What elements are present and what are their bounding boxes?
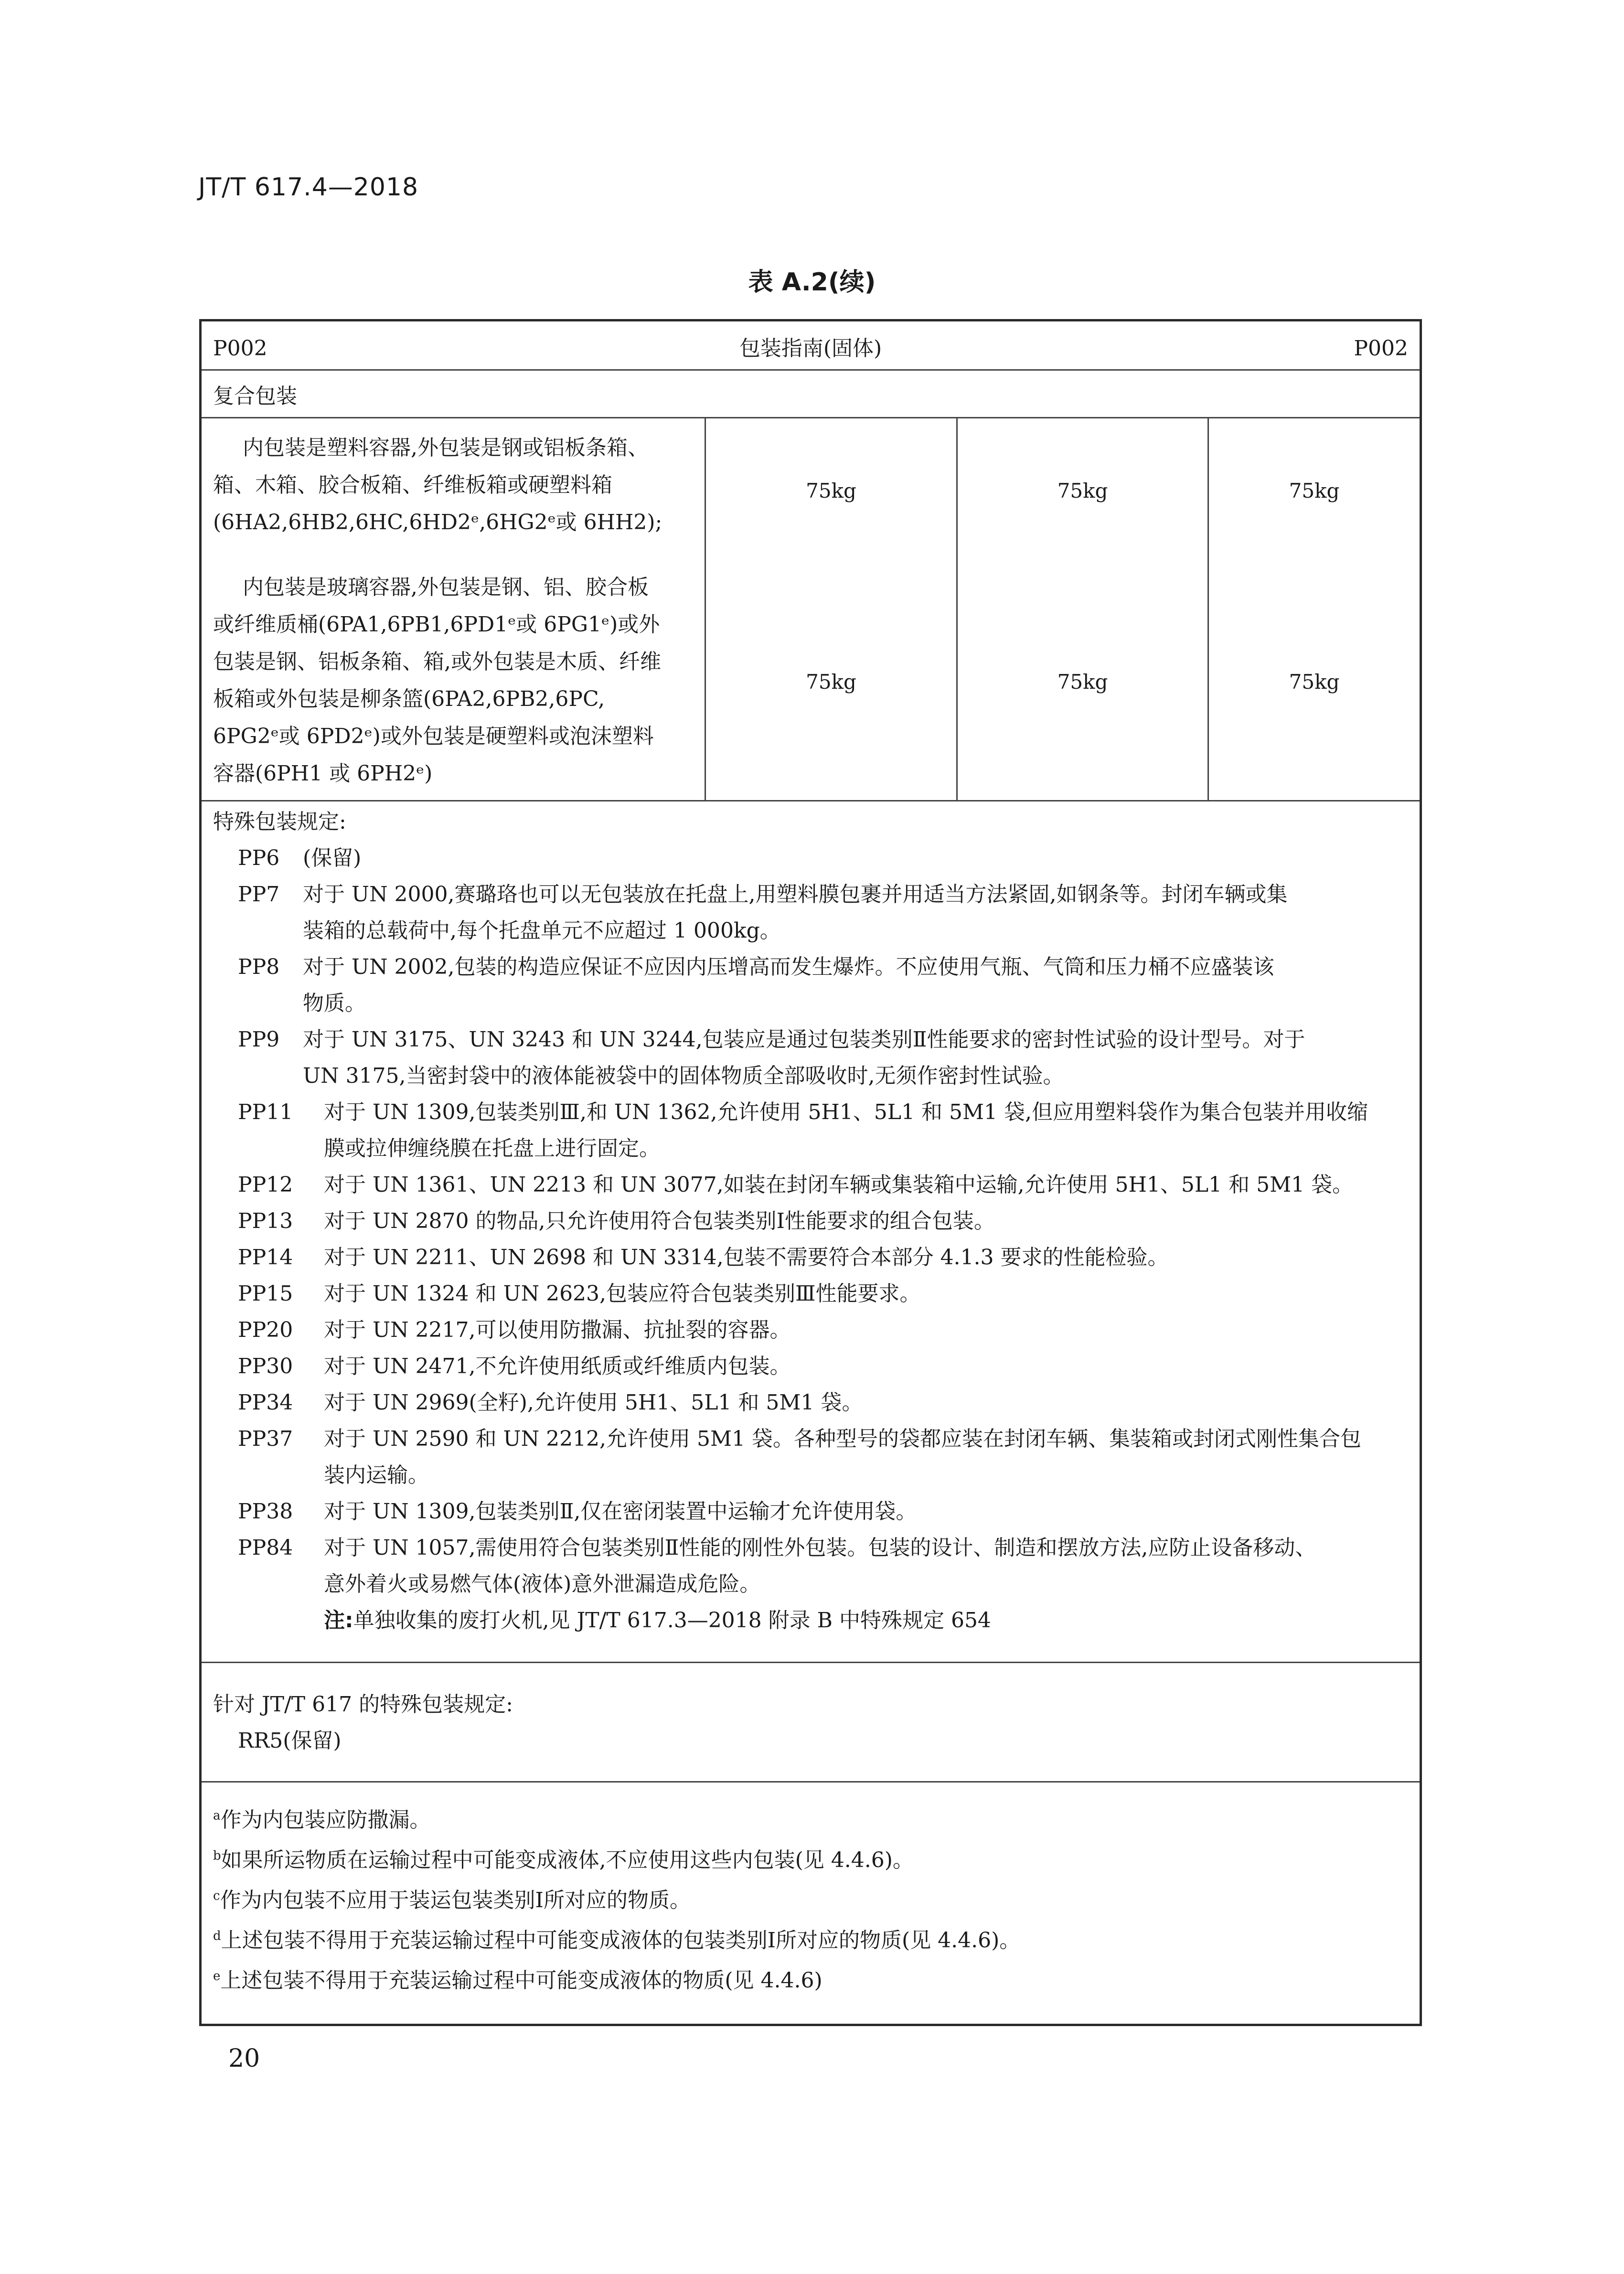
footnote-mark: a: [213, 1808, 221, 1823]
provision-pp8: [213, 949, 1368, 1022]
provision-pp15: [213, 1276, 1368, 1312]
instruction-code-left: P002: [213, 336, 267, 361]
row-2-line: 包装是钢、铝板条箱、箱,或外包装是木质、纤维: [213, 650, 661, 674]
row-2-value-1: 75kg: [806, 670, 856, 694]
provision-pp38: [213, 1494, 1368, 1530]
provision-code: PP38: [238, 1499, 293, 1524]
provision-pp9: [213, 1022, 1368, 1094]
col-rule-2: [956, 417, 958, 800]
provision-text: 对于 UN 2000,赛璐珞也可以无包装放在托盘上,用塑料膜包裹并用适当方法紧固,如钢条等。封闭车辆或集: [303, 882, 1288, 907]
provision-text: 对于 UN 2217,可以使用防撒漏、抗扯裂的容器。: [324, 1318, 791, 1342]
provision-code: PP11: [238, 1100, 293, 1124]
provision-text: 对于 UN 2870 的物品,只允许使用符合包装类别Ⅰ性能要求的组合包装。: [324, 1209, 995, 1233]
row-1-line: 内包装是塑料容器,外包装是钢或铝板条箱、: [243, 436, 649, 460]
provision-text: 装内运输。: [324, 1463, 429, 1487]
provision-pp11: [213, 1094, 1368, 1167]
provision-text: 对于 UN 2590 和 UN 2212,允许使用 5M1 袋。各种型号的袋都应装在封闭车辆、集装箱或封闭式刚性集合包: [324, 1427, 1362, 1451]
provision-pp84: [213, 1530, 1368, 1602]
rule-jt: [202, 1781, 1420, 1783]
jt-special-title: 针对 JT/T 617 的特殊包装规定:: [213, 1692, 513, 1717]
provision-text: 装箱的总载荷中,每个托盘单元不应超过 1 000kg。: [303, 918, 781, 943]
provision-text: 意外着火或易燃气体(液体)意外泄漏造成危险。: [324, 1572, 761, 1596]
provision-text: 对于 UN 2471,不允许使用纸质或纤维质内包装。: [324, 1354, 791, 1378]
provision-text: 对于 UN 3175、UN 3243 和 UN 3244,包装应是通过包装类别Ⅱ性能要求的密封性试验的设计型号。对于: [303, 1027, 1305, 1052]
footnote-c: [213, 1880, 1020, 1921]
provision-code: PP34: [238, 1390, 293, 1415]
provision-text: 对于 UN 2211、UN 2698 和 UN 3314,包装不需要符合本部分 4.1.3 要求的性能检验。: [324, 1245, 1169, 1270]
special-provisions-title: 特殊包装规定:: [213, 810, 346, 834]
footnote-text: 上述包装不得用于充装运输过程中可能变成液体的物质(见 4.4.6): [220, 1968, 823, 1993]
row-1-line: (6HA2,6HB2,6HC,6HD2ᵉ,6HG2ᵉ或 6HH2);: [213, 510, 662, 534]
footnote-text: 作为内包装应防撒漏。: [220, 1808, 431, 1832]
note-label: 注:: [324, 1608, 353, 1633]
row-1-value-3: 75kg: [1289, 479, 1340, 502]
provision-pp34: [213, 1385, 1368, 1421]
footnote-text: 如果所运物质在运输过程中可能变成液体,不应使用这些内包装(见 4.4.6)。: [221, 1848, 914, 1872]
footnote-text: 作为内包装不应用于装运包装类别Ⅰ所对应的物质。: [220, 1888, 691, 1912]
provision-pp13: [213, 1203, 1368, 1239]
provision-pp12: [213, 1167, 1368, 1203]
provision-pp14: [213, 1239, 1368, 1276]
provision-code: PP20: [238, 1318, 293, 1342]
provision-text: UN 3175,当密封袋中的液体能被袋中的固体物质全部吸收时,无须作密封性试验。: [303, 1064, 1064, 1088]
section-label: 复合包装: [213, 384, 297, 408]
provision-text: 对于 UN 2002,包装的构造应保证不应因内压增高而发生爆炸。不应使用气瓶、气筒和压力桶不应盛装该: [303, 955, 1274, 979]
provision-pp7: [213, 876, 1368, 949]
provision-text: 物质。: [303, 991, 366, 1015]
provision-text: (保留): [303, 846, 362, 870]
row-2-value-2: 75kg: [1057, 670, 1108, 694]
provision-code: PP6: [238, 846, 280, 870]
provision-text: 对于 UN 1309,包装类别Ⅱ,仅在密闭装置中运输才允许使用袋。: [324, 1499, 917, 1524]
row-1-line: 箱、木箱、胶合板箱、纤维板箱或硬塑料箱: [213, 473, 612, 497]
provision-code: PP84: [238, 1536, 293, 1560]
provision-text: 对于 UN 1324 和 UN 2623,包装应符合包装类别Ⅲ性能要求。: [324, 1281, 921, 1306]
row-2-line: 6PG2ᵉ或 6PD2ᵉ)或外包装是硬塑料或泡沫塑料: [213, 724, 654, 748]
provision-text: 膜或拉伸缠绕膜在托盘上进行固定。: [324, 1136, 660, 1161]
provision-note: [213, 1602, 1368, 1639]
col-rule-3: [1207, 417, 1209, 800]
footnote-mark: b: [213, 1848, 221, 1863]
provision-pp30: [213, 1348, 1368, 1385]
provision-pp20: [213, 1312, 1368, 1348]
footnotes: [213, 1800, 1020, 2001]
footnote-d: [213, 1921, 1020, 1961]
provision-code: PP8: [238, 955, 280, 979]
provision-code: PP7: [238, 882, 280, 907]
instruction-code-right: P002: [1354, 336, 1408, 361]
page-number: 20: [228, 2044, 260, 2073]
jt-special-provisions: [213, 1687, 513, 1759]
provision-code: PP14: [238, 1245, 293, 1270]
provision-pp37: [213, 1421, 1368, 1494]
provision-text: 对于 UN 2969(全籽),允许使用 5H1、5L1 和 5M1 袋。: [324, 1390, 863, 1415]
rule-rows: [202, 800, 1420, 801]
table-caption: 表 A.2(续): [748, 268, 876, 297]
footnote-e: [213, 1961, 1020, 2001]
row-2-line: 板箱或外包装是柳条篮(6PA2,6PB2,6PC,: [213, 687, 605, 711]
provision-code: PP9: [238, 1027, 280, 1052]
row-2-line: 内包装是玻璃容器,外包装是钢、铝、胶合板: [243, 575, 649, 599]
row-2-line: 或纤维质桶(6PA1,6PB1,6PD1ᵉ或 6PG1ᵉ)或外: [213, 612, 660, 637]
jt-special-item: RR5(保留): [238, 1729, 342, 1753]
provision-code: PP12: [238, 1173, 293, 1197]
footnote-a: [213, 1800, 1020, 1840]
footnote-b: [213, 1840, 1020, 1880]
row-1-value-2: 75kg: [1057, 479, 1108, 502]
row-1-value-1: 75kg: [806, 479, 856, 502]
special-provisions: [213, 804, 1368, 1639]
footnote-mark: d: [213, 1929, 221, 1943]
footnote-mark: c: [213, 1889, 220, 1903]
rule-header: [202, 369, 1420, 371]
rule-special: [202, 1662, 1420, 1663]
provision-code: PP15: [238, 1281, 293, 1306]
provision-code: PP37: [238, 1427, 293, 1451]
provision-code: PP30: [238, 1354, 293, 1378]
packing-instruction-table: [199, 319, 1422, 2026]
rule-section: [202, 417, 1420, 418]
provision-text: 对于 UN 1057,需使用符合包装类别Ⅱ性能的刚性外包装。包装的设计、制造和摆放方法,应防止设备移动、: [324, 1536, 1316, 1560]
note-text: 单独收集的废打火机,见 JT/T 617.3—2018 附录 B 中特殊规定 654: [353, 1608, 991, 1633]
row-2-line: 容器(6PH1 或 6PH2ᵉ): [213, 761, 433, 786]
provision-pp6: [213, 840, 1368, 876]
instruction-title: 包装指南(固体): [739, 336, 882, 361]
provision-text: 对于 UN 1309,包装类别Ⅲ,和 UN 1362,允许使用 5H1、5L1 和 5M1 袋,但应用塑料袋作为集合包装并用收缩: [324, 1100, 1368, 1124]
provision-text: 对于 UN 1361、UN 2213 和 UN 3077,如装在封闭车辆或集装箱中运输,允许使用 5H1、5L1 和 5M1 袋。: [324, 1173, 1354, 1197]
standard-code: JT/T 617.4—2018: [198, 173, 419, 202]
provision-code: PP13: [238, 1209, 293, 1233]
footnote-mark: e: [213, 1969, 221, 1984]
row-2-value-3: 75kg: [1289, 670, 1340, 694]
footnote-text: 上述包装不得用于充装运输过程中可能变成液体的包装类别Ⅰ所对应的物质(见 4.4.6)。: [221, 1928, 1021, 1953]
